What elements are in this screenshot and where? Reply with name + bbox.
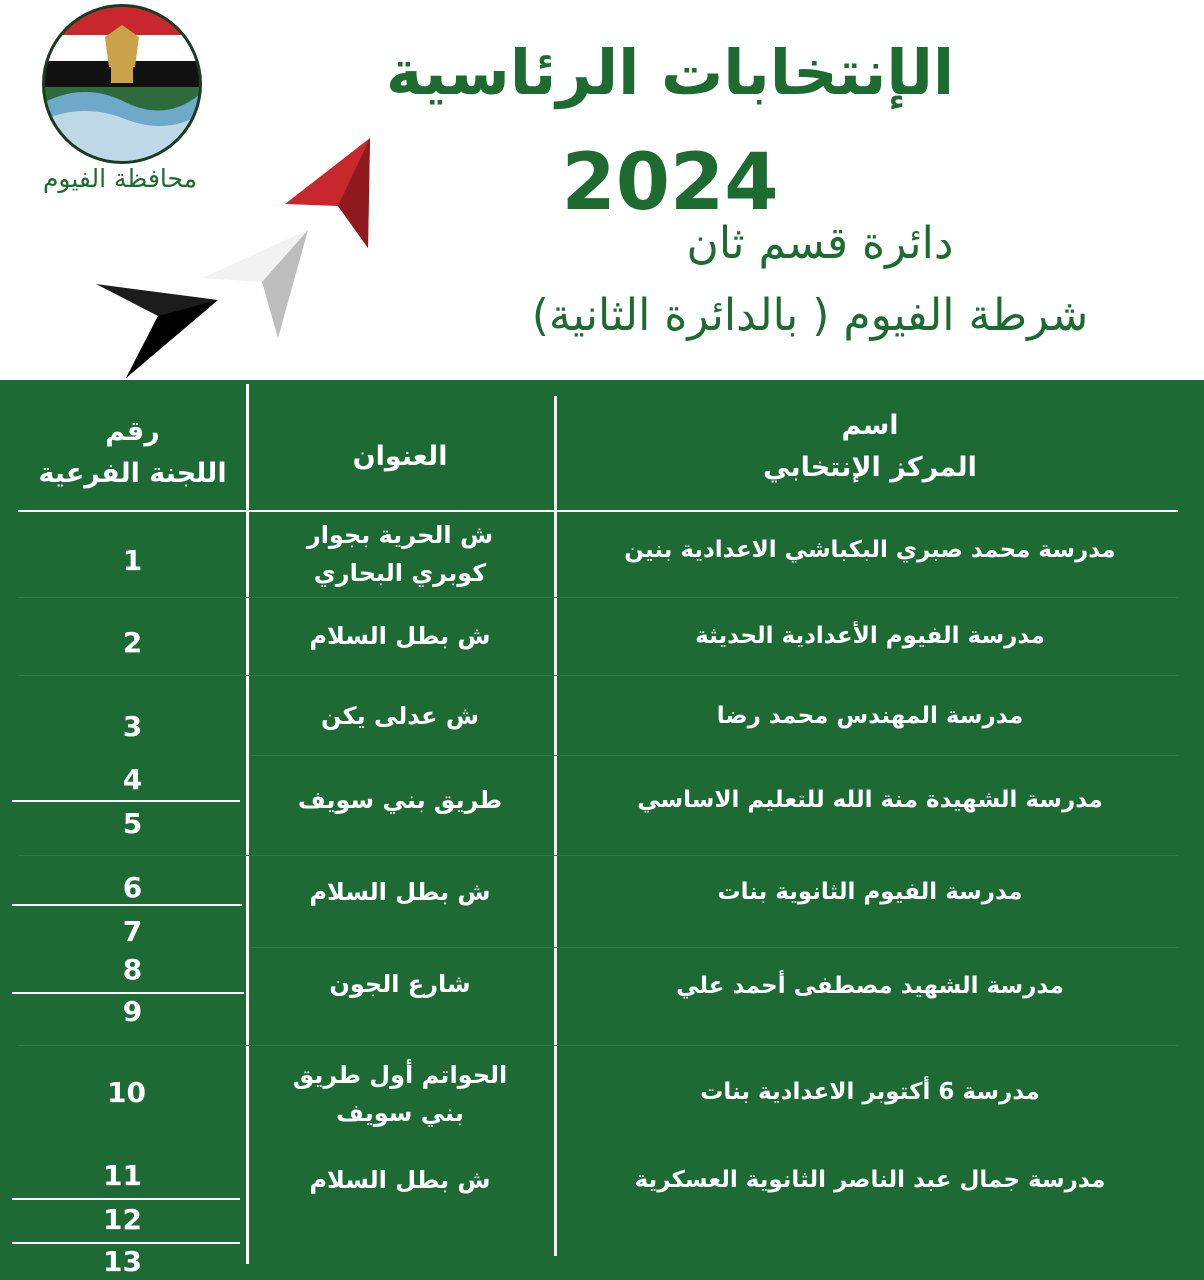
white-arrow-icon (202, 230, 308, 338)
title-text: الإنتخابات الرئاسية (385, 36, 955, 109)
district-title: دائرة قسم ثان (686, 218, 954, 269)
header-committee (20, 398, 245, 508)
center-name: مدرسة الفيوم الأعدادية الحديثة (695, 623, 1045, 649)
center-name: مدرسة الشهيدة منة الله للتعليم الاساسي (637, 787, 1103, 813)
address-line: بني سويف (336, 1099, 464, 1127)
center-name: مدرسة محمد صبري البكباشي الاعدادية بنين (624, 537, 1116, 563)
red-arrow-icon (285, 138, 370, 248)
column-divider (246, 384, 249, 1264)
row-divider (18, 855, 1178, 856)
row-divider (18, 675, 1178, 676)
center-name: مدرسة جمال عبد الناصر الثانوية العسكرية (634, 1167, 1106, 1193)
center-address: ش بطل السلام (309, 877, 491, 906)
address-line: الحواتم أول طريق (292, 1060, 508, 1089)
center-name: مدرسة الشهيد مصطفى أحمد علي (676, 973, 1064, 999)
black-arrow-icon (96, 284, 218, 378)
center-name: مدرسة 6 أكتوبر الاعدادية بنات (700, 1079, 1040, 1105)
number-divider (12, 800, 240, 802)
center-address: ش بطل السلام (309, 1165, 491, 1194)
committee-number: 7 (122, 914, 143, 948)
committee-number: 6 (122, 870, 143, 904)
header-center-line2: المركز الإنتخابي (763, 452, 977, 483)
page-title (270, 18, 1070, 228)
police-title: شرطة الفيوم ( بالدائرة الثانية) (531, 290, 1089, 341)
center-name: مدرسة المهندس محمد رضا (716, 703, 1024, 729)
row-divider (250, 755, 1178, 756)
row-divider (18, 597, 1178, 598)
committee-number: 4 (122, 762, 143, 796)
center-name: مدرسة الفيوم الثانوية بنات (717, 879, 1023, 905)
address-line: كوبري البحاري (313, 559, 487, 587)
header-committee-line1: رقم (105, 416, 160, 448)
center-address: ش عدلى يكن (321, 701, 479, 730)
governorate-name: محافظة الفيوم (42, 164, 198, 193)
header-center (560, 392, 1180, 502)
center-address: ش بطل السلام (309, 621, 491, 650)
committee-number: 9 (122, 994, 143, 1028)
committee-number: 3 (122, 709, 143, 743)
center-address: طريق بني سويف (297, 785, 503, 814)
row-divider (250, 947, 1178, 948)
column-divider (554, 396, 557, 1256)
committee-number: 13 (103, 1244, 142, 1278)
header-center-line1: اسم (841, 410, 899, 442)
center-address (250, 512, 550, 596)
committee-number: 10 (107, 1075, 146, 1109)
center-address: شارع الجون (329, 969, 471, 998)
center-address (250, 1052, 550, 1136)
row-divider (18, 1045, 1178, 1046)
committee-number: 12 (103, 1202, 142, 1236)
committee-number: 2 (122, 625, 143, 659)
address-line: ش الحرية بجوار (306, 520, 494, 549)
header-address: العنوان (352, 441, 448, 473)
title-year: 2024 (561, 138, 779, 228)
committee-number: 8 (122, 952, 143, 986)
committee-number: 5 (122, 806, 143, 840)
committee-number: 11 (103, 1158, 142, 1192)
committee-number: 1 (122, 543, 143, 577)
header-committee-line2: اللجنة الفرعية (38, 458, 227, 489)
header (0, 0, 1204, 380)
flag-arrows-graphic (90, 130, 380, 380)
header-divider (18, 510, 1178, 512)
polling-table (0, 380, 1204, 1280)
